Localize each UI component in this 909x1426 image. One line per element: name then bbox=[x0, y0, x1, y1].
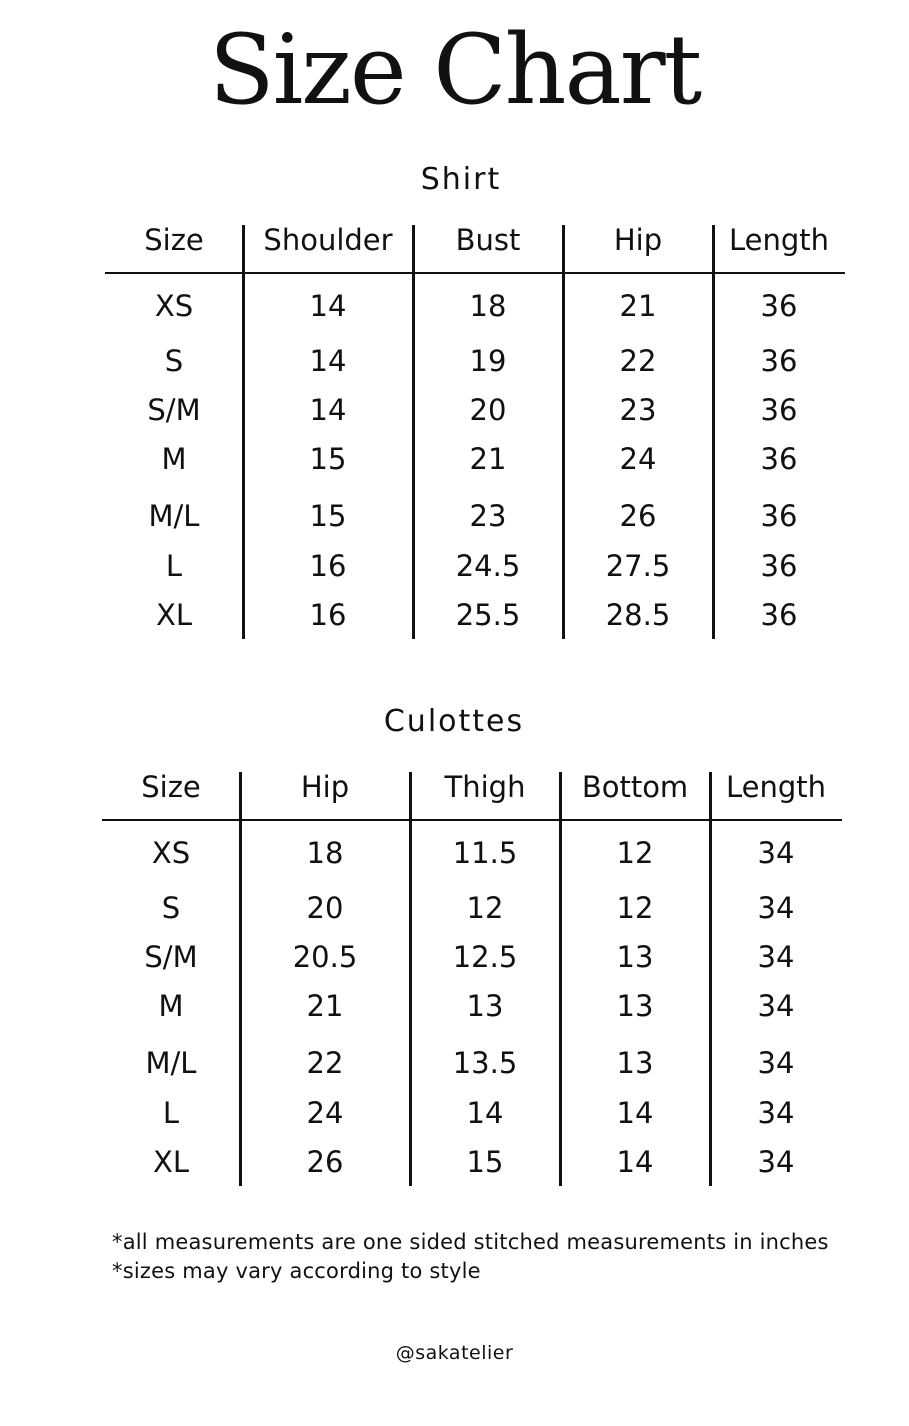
column-header-length: Length bbox=[725, 770, 827, 804]
cell-size: M bbox=[158, 989, 184, 1023]
cell-thigh: 12 bbox=[466, 891, 504, 925]
cell-size: M bbox=[161, 442, 187, 476]
table-row bbox=[105, 549, 845, 583]
footnote-style: *sizes may vary according to style bbox=[112, 1259, 481, 1283]
cell-thigh: 13 bbox=[466, 989, 504, 1023]
cell-bust: 21 bbox=[469, 442, 507, 476]
cell-hip: 28.5 bbox=[605, 598, 671, 632]
column-header-size: Size bbox=[141, 770, 201, 804]
cell-length: 34 bbox=[757, 940, 795, 974]
cell-size: S/M bbox=[144, 940, 198, 974]
cell-size: XL bbox=[155, 598, 193, 632]
cell-length: 34 bbox=[757, 989, 795, 1023]
cell-hip: 26 bbox=[619, 499, 657, 533]
cell-bottom: 13 bbox=[616, 1046, 654, 1080]
cell-hip: 24 bbox=[619, 442, 657, 476]
shirt-size-table bbox=[105, 222, 845, 642]
cell-bottom: 12 bbox=[616, 836, 654, 870]
cell-hip: 21 bbox=[619, 289, 657, 323]
column-header-hip: Hip bbox=[613, 223, 663, 257]
table-header-row bbox=[102, 769, 842, 819]
table-header-row bbox=[105, 222, 845, 272]
cell-hip: 22 bbox=[306, 1046, 344, 1080]
header-divider bbox=[105, 272, 845, 274]
cell-bottom: 13 bbox=[616, 989, 654, 1023]
cell-shoulder: 14 bbox=[309, 344, 347, 378]
cell-hip: 24 bbox=[306, 1096, 344, 1130]
social-handle: @sakatelier bbox=[395, 1342, 514, 1364]
cell-shoulder: 15 bbox=[309, 442, 347, 476]
cell-size: S/M bbox=[147, 393, 201, 427]
table-row bbox=[102, 989, 842, 1023]
cell-shoulder: 14 bbox=[309, 393, 347, 427]
cell-thigh: 14 bbox=[466, 1096, 504, 1130]
page-title: Size Chart bbox=[208, 14, 701, 126]
culottes-section-title: Culottes bbox=[383, 704, 525, 739]
cell-length: 36 bbox=[760, 549, 798, 583]
cell-thigh: 12.5 bbox=[452, 940, 518, 974]
cell-length: 36 bbox=[760, 344, 798, 378]
cell-size: XL bbox=[152, 1145, 190, 1179]
cell-length: 34 bbox=[757, 836, 795, 870]
cell-size: XS bbox=[154, 289, 194, 323]
column-header-thigh: Thigh bbox=[444, 770, 526, 804]
cell-hip: 21 bbox=[306, 989, 344, 1023]
cell-size: S bbox=[164, 344, 184, 378]
cell-size: L bbox=[162, 1096, 180, 1130]
cell-bottom: 14 bbox=[616, 1096, 654, 1130]
cell-length: 36 bbox=[760, 289, 798, 323]
cell-bust: 23 bbox=[469, 499, 507, 533]
cell-bust: 18 bbox=[469, 289, 507, 323]
cell-hip: 18 bbox=[306, 836, 344, 870]
cell-length: 36 bbox=[760, 393, 798, 427]
cell-size: M/L bbox=[148, 499, 200, 533]
cell-length: 36 bbox=[760, 442, 798, 476]
cell-shoulder: 15 bbox=[309, 499, 347, 533]
column-header-bottom: Bottom bbox=[581, 770, 689, 804]
shirt-section-title: Shirt bbox=[420, 162, 502, 197]
cell-thigh: 13.5 bbox=[452, 1046, 518, 1080]
cell-hip: 22 bbox=[619, 344, 657, 378]
culottes-size-table bbox=[102, 769, 842, 1189]
table-row bbox=[102, 891, 842, 925]
cell-size: XS bbox=[151, 836, 191, 870]
table-row bbox=[105, 289, 845, 323]
cell-shoulder: 16 bbox=[309, 549, 347, 583]
column-header-bust: Bust bbox=[455, 223, 521, 257]
table-row bbox=[105, 344, 845, 378]
cell-thigh: 11.5 bbox=[452, 836, 518, 870]
cell-size: S bbox=[161, 891, 181, 925]
cell-bust: 24.5 bbox=[455, 549, 521, 583]
table-row bbox=[105, 393, 845, 427]
cell-shoulder: 16 bbox=[309, 598, 347, 632]
table-row bbox=[105, 499, 845, 533]
header-divider bbox=[102, 819, 842, 821]
table-row bbox=[102, 836, 842, 870]
cell-length: 34 bbox=[757, 1096, 795, 1130]
footnotes bbox=[112, 1228, 829, 1286]
cell-hip: 20.5 bbox=[292, 940, 358, 974]
cell-length: 34 bbox=[757, 1145, 795, 1179]
footnote-measurements: *all measurements are one sided stitched measurements in inches bbox=[112, 1230, 829, 1254]
cell-bottom: 14 bbox=[616, 1145, 654, 1179]
cell-bottom: 13 bbox=[616, 940, 654, 974]
cell-bust: 19 bbox=[469, 344, 507, 378]
cell-size: M/L bbox=[145, 1046, 197, 1080]
table-row bbox=[102, 1145, 842, 1179]
cell-size: L bbox=[165, 549, 183, 583]
column-header-size: Size bbox=[144, 223, 204, 257]
cell-hip: 27.5 bbox=[605, 549, 671, 583]
column-header-hip: Hip bbox=[300, 770, 350, 804]
table-row bbox=[102, 1096, 842, 1130]
cell-shoulder: 14 bbox=[309, 289, 347, 323]
column-header-shoulder: Shoulder bbox=[263, 223, 393, 257]
table-row bbox=[105, 598, 845, 632]
cell-length: 36 bbox=[760, 499, 798, 533]
table-row bbox=[105, 442, 845, 476]
cell-bottom: 12 bbox=[616, 891, 654, 925]
cell-thigh: 15 bbox=[466, 1145, 504, 1179]
cell-hip: 23 bbox=[619, 393, 657, 427]
cell-hip: 26 bbox=[306, 1145, 344, 1179]
table-row bbox=[102, 1046, 842, 1080]
cell-length: 36 bbox=[760, 598, 798, 632]
cell-bust: 25.5 bbox=[455, 598, 521, 632]
table-row bbox=[102, 940, 842, 974]
column-header-length: Length bbox=[728, 223, 830, 257]
cell-length: 34 bbox=[757, 1046, 795, 1080]
cell-length: 34 bbox=[757, 891, 795, 925]
cell-bust: 20 bbox=[469, 393, 507, 427]
cell-hip: 20 bbox=[306, 891, 344, 925]
